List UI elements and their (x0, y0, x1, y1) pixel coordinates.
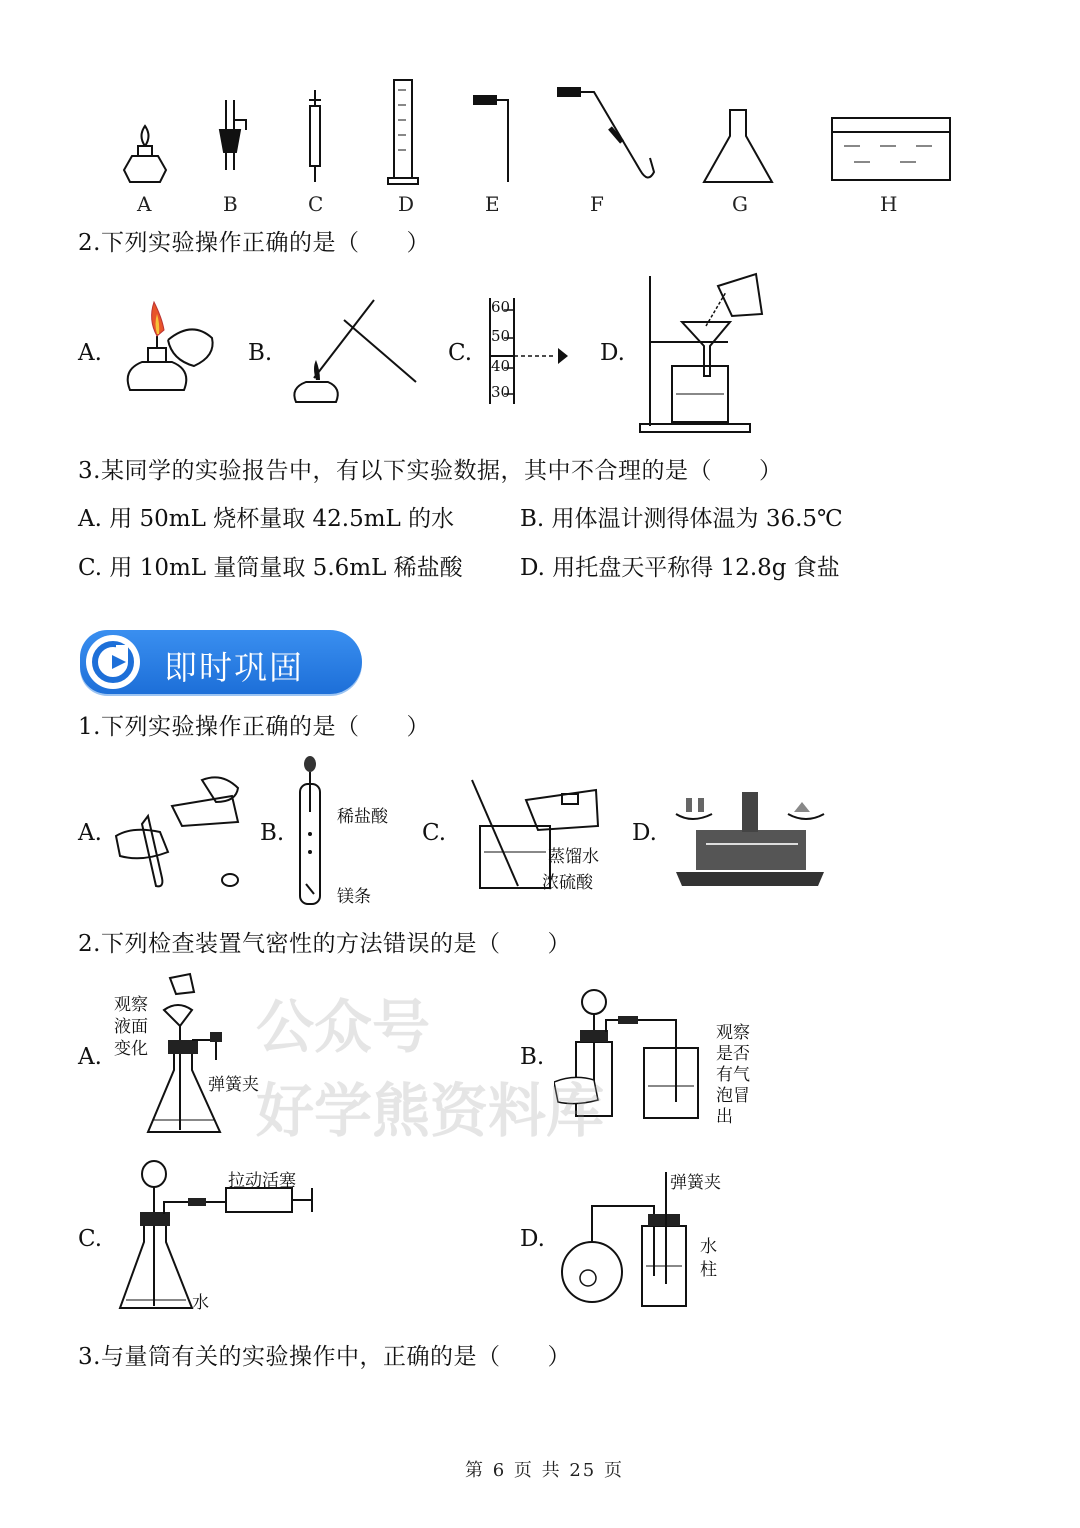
option-a: A. (78, 340, 102, 366)
bent-tube-figure (474, 96, 508, 182)
practice-q2-option-c: C. (78, 1226, 103, 1252)
label-pull-piston: 拉动活塞 (228, 1171, 296, 1191)
q3-option-a: A. 用 50mL 烧杯量取 42.5mL 的水 (78, 506, 455, 532)
long-bent-tube-figure (558, 88, 654, 178)
label-water-column-1: 水 (700, 1237, 717, 1257)
label-observe-bubbles-3: 有气 (716, 1065, 750, 1085)
filtration-figure (636, 266, 776, 436)
q3-option-d: D. 用托盘天平称得 12.8g 食盐 (520, 555, 840, 581)
practice-q1-option-d: D. (632, 820, 657, 846)
label-observe-bubbles-2: 是否 (716, 1044, 750, 1064)
label-spring-clip-a: 弹簧夹 (208, 1075, 259, 1095)
adding-magnesium-figure (294, 754, 334, 910)
figure-label-h: H (880, 192, 898, 216)
pouring-liquid-figure (112, 766, 252, 896)
option-b: B. (248, 340, 273, 366)
apparatus-figure-row (110, 70, 970, 220)
alcohol-lamp-figure (124, 126, 166, 182)
cylinder-tick-40: 40 (491, 357, 511, 375)
conical-flask-figure (704, 110, 772, 182)
watermark-line-2: 好学熊资料库 (256, 1077, 605, 1145)
practice-question-1-text: 1.下列实验操作正确的是（ ） (78, 714, 430, 740)
question-3-text: 3.某同学的实验报告中，有以下实验数据，其中不合理的是（ ） (78, 458, 783, 484)
label-dilute-hcl: 稀盐酸 (337, 807, 388, 827)
label-observe-line3: 变化 (114, 1039, 148, 1059)
label-observe-bubbles-5: 出 (716, 1107, 733, 1127)
figure-label-c: C (308, 192, 324, 216)
practice-q2-option-d: D. (520, 1226, 545, 1252)
practice-q1-option-a: A. (78, 820, 102, 846)
page-footer: 第 6 页 共 25 页 (465, 1460, 624, 1481)
figure-label-d: D (398, 192, 415, 216)
option-c: C. (448, 340, 473, 366)
cylinder-tick-30: 30 (491, 383, 511, 401)
label-concentrated-acid: 浓硫酸 (542, 873, 593, 893)
banner-title: 即时巩固 (164, 648, 304, 687)
syringe-figure (309, 90, 321, 182)
q3-option-b: B. 用体温计测得体温为 36.5℃ (520, 506, 843, 532)
figure-label-b: B (223, 192, 238, 216)
practice-question-2-text: 2.下列检查装置气密性的方法错误的是（ ） (78, 931, 571, 957)
label-water-column-2: 柱 (700, 1260, 717, 1280)
label-observe-bubbles-1: 观察 (716, 1023, 750, 1043)
label-magnesium-strip: 镁条 (337, 887, 371, 907)
cylinder-tick-50: 50 (491, 327, 511, 345)
section-banner (80, 630, 362, 694)
practice-q1-option-c: C. (422, 820, 447, 846)
cylinder-tick-60: 60 (491, 298, 511, 316)
watermark-line-1: 公众号 (256, 993, 431, 1061)
water-trough-figure (832, 118, 950, 180)
question-2-text: 2.下列实验操作正确的是（ ） (78, 230, 430, 256)
practice-q2-option-a: A. (78, 1044, 102, 1070)
figure-label-e: E (485, 192, 500, 216)
stopper-tube-figure (220, 100, 246, 170)
label-distilled-water: 蒸馏水 (548, 847, 599, 867)
lamp-lighting-figure (112, 290, 222, 410)
label-observe-line2: 液面 (114, 1017, 148, 1037)
label-spring-clip-d: 弹簧夹 (670, 1173, 721, 1193)
practice-question-3-text: 3.与量筒有关的实验操作中，正确的是（ ） (78, 1344, 571, 1370)
test-tube-heating-figure (284, 290, 424, 415)
label-water-c: 水 (192, 1293, 209, 1313)
figure-label-a: A (137, 192, 152, 216)
arrow-circle-icon (86, 635, 140, 689)
label-observe-bubbles-4: 泡冒 (716, 1086, 750, 1106)
practice-q1-option-b: B. (260, 820, 285, 846)
q3-option-c: C. 用 10mL 量筒量取 5.6mL 稀盐酸 (78, 555, 463, 581)
label-observe-line1: 观察 (114, 995, 148, 1015)
figure-label-g: G (732, 192, 748, 216)
balance-scale-figure (672, 784, 828, 888)
option-d: D. (600, 340, 625, 366)
figure-label-f: F (590, 192, 604, 216)
graduated-cylinder-figure (388, 80, 418, 184)
practice-q2-option-b: B. (520, 1044, 545, 1070)
